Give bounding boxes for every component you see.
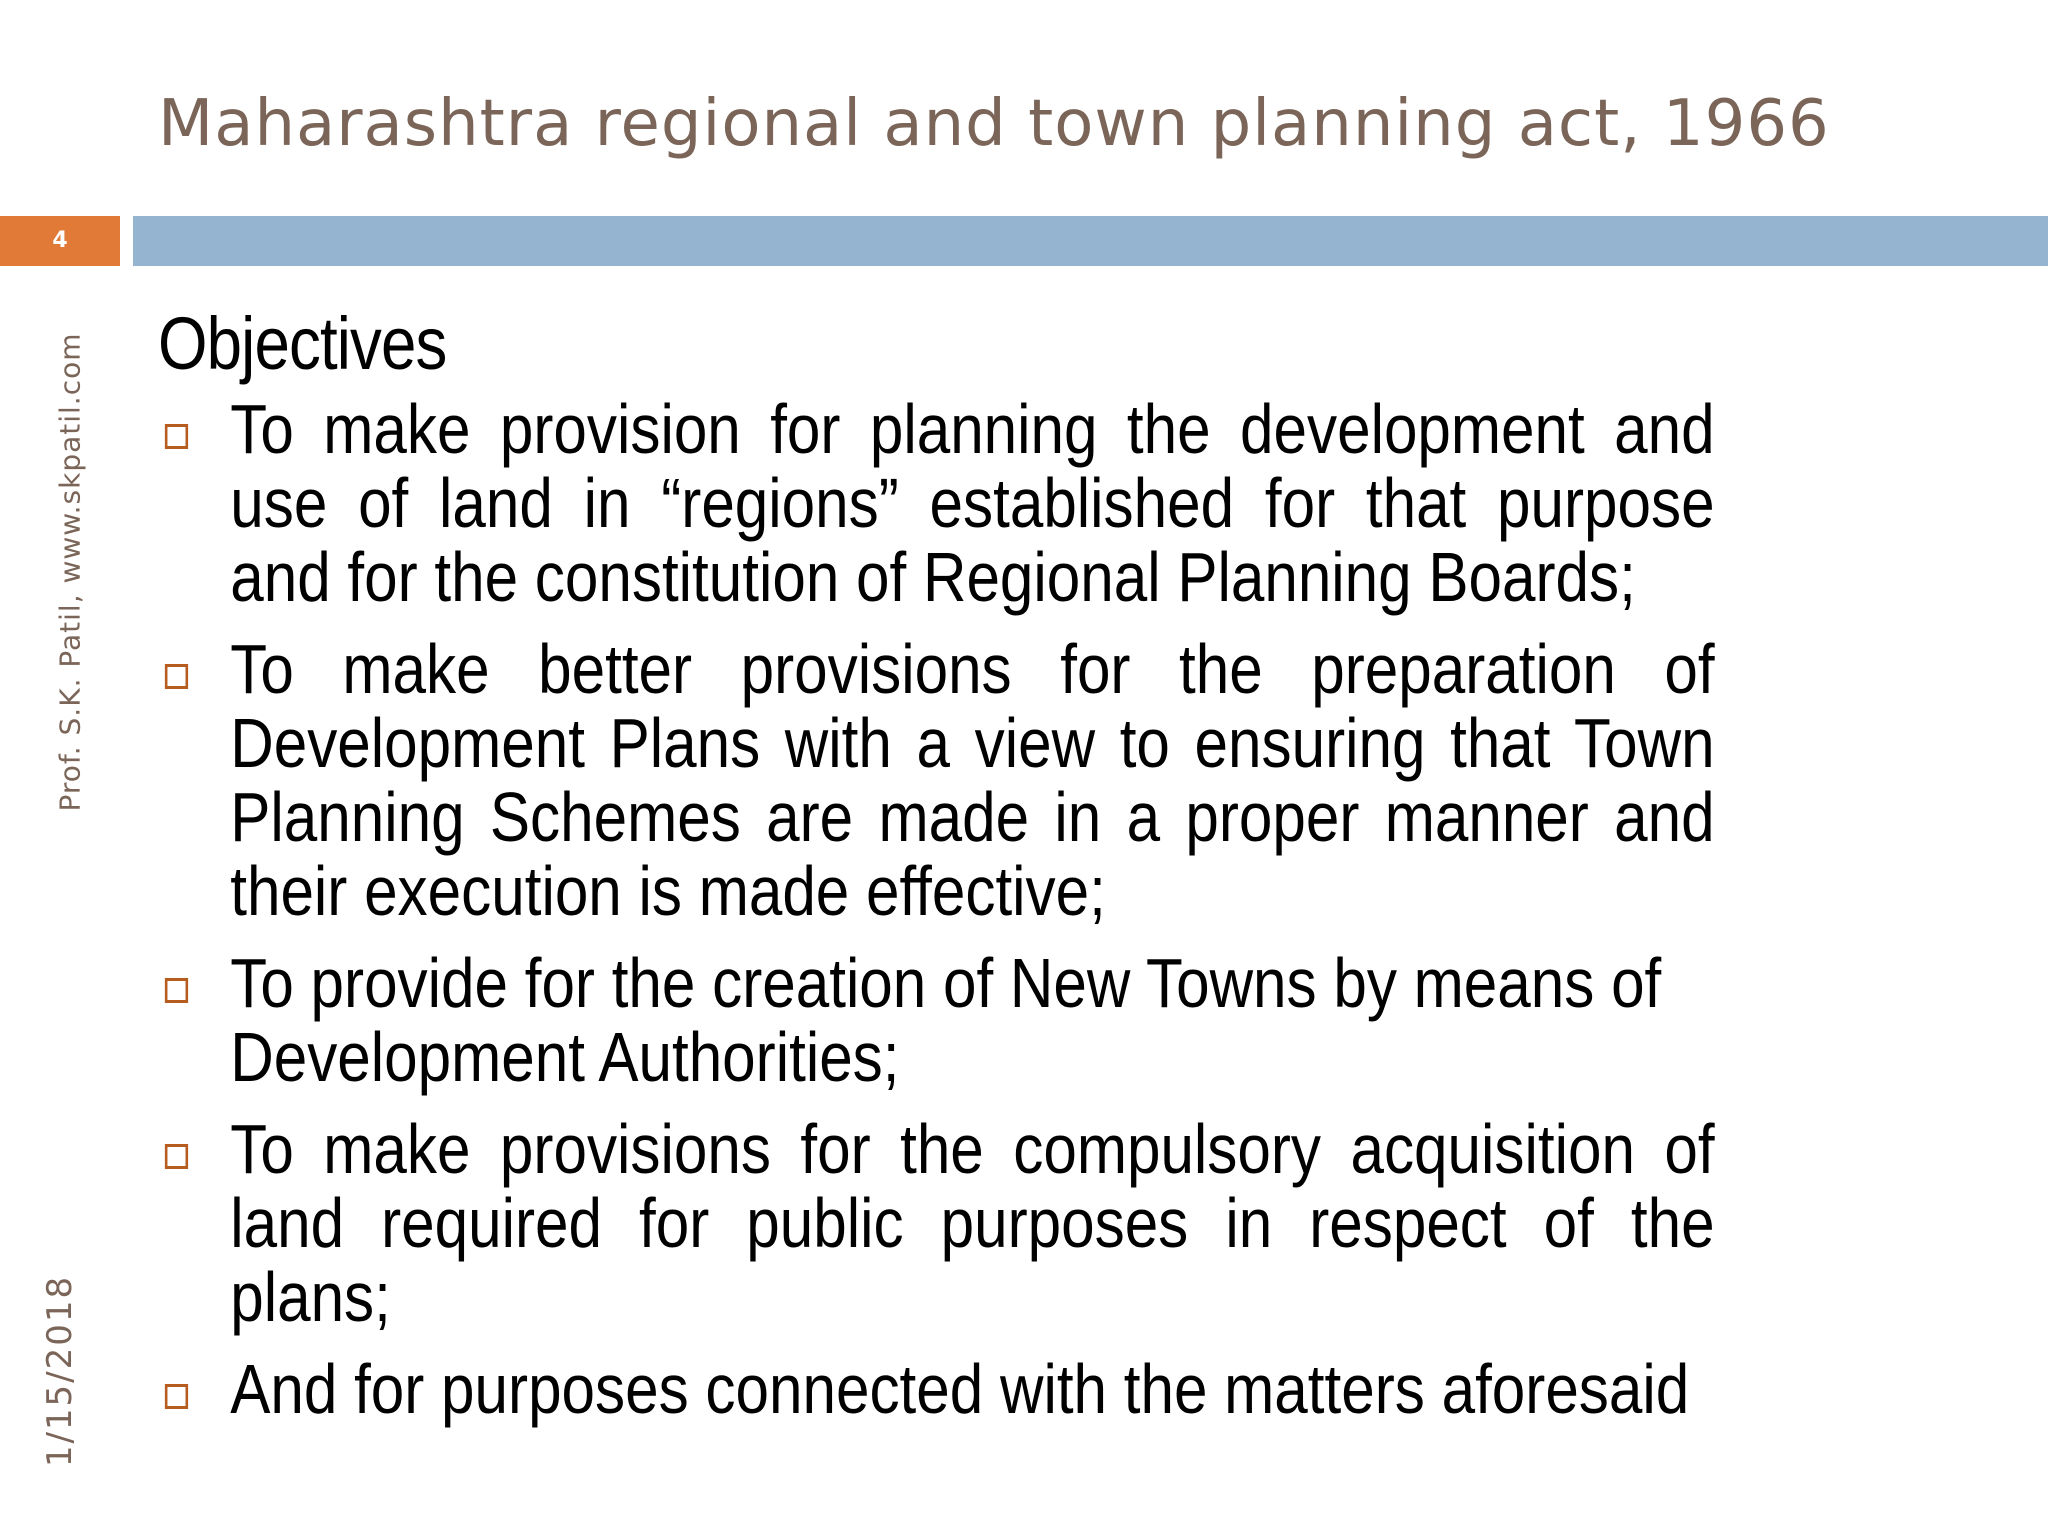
objective-text: And for purposes connected with the matters aforesaid xyxy=(230,1350,1690,1428)
objective-text: To make provisions for the compulsory acquisition of land required for public purposes in respect of the plans; xyxy=(230,1110,1715,1336)
square-bullet-icon xyxy=(165,1144,188,1169)
objective-item xyxy=(158,1352,1715,1426)
square-bullet-icon xyxy=(165,424,188,449)
title-accent-bar xyxy=(133,216,2048,266)
objective-item xyxy=(158,1112,1715,1334)
objective-item xyxy=(158,392,1715,614)
objective-item xyxy=(158,946,1715,1094)
objective-item xyxy=(158,632,1715,928)
author-footer: Prof. S.K. Patil, www.skpatil.com xyxy=(53,332,87,812)
objective-text: To provide for the creation of New Towns by means of Development Authorities; xyxy=(230,944,1662,1096)
slide-number-bar xyxy=(0,216,120,266)
slide-content xyxy=(158,300,1715,1444)
square-bullet-icon xyxy=(165,978,188,1003)
objective-text: To make better provisions for the preparation of Development Plans with a view to ensuring that Town Planning Schemes are made in a proper manner and their execution is made effective; xyxy=(230,630,1715,930)
objectives-heading: Objectives xyxy=(158,302,447,385)
square-bullet-icon xyxy=(165,1384,188,1409)
objective-text: To make provision for planning the development and use of land in “regions” established for that purpose and for the constitution of Regional Planning Boards; xyxy=(230,390,1715,616)
slide-title: Maharashtra regional and town planning act, 1966 xyxy=(158,87,1830,161)
square-bullet-icon xyxy=(165,664,188,689)
slide-number: 4 xyxy=(52,228,68,253)
objectives-list xyxy=(158,392,1715,1426)
date-footer: 1/15/2018 xyxy=(40,1274,80,1468)
